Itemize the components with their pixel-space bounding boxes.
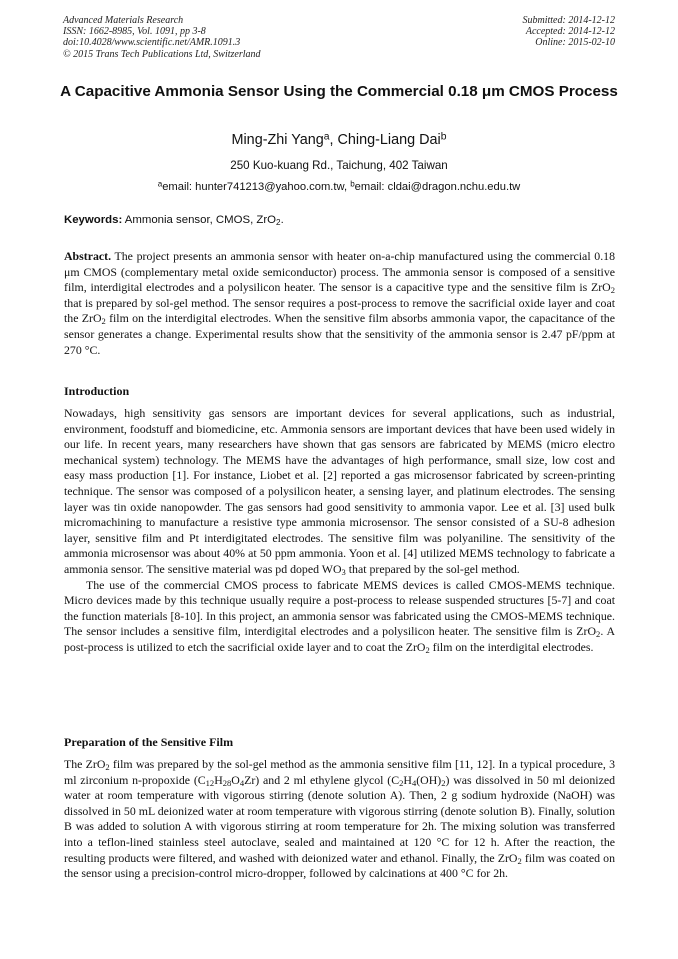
submitted-date: Submitted: 2014-12-12 <box>522 15 615 26</box>
text-run: that is prepared by sol-gel method. The sensor requires a post-process to remove the sacrificial oxide layer and coat the ZrO <box>64 295 615 326</box>
email-mark: a <box>157 179 163 189</box>
subscript: 3 <box>341 566 346 577</box>
accepted-date: Accepted: 2014-12-12 <box>525 26 615 38</box>
subscript: 4 <box>239 777 245 788</box>
paragraph <box>64 406 615 578</box>
journal-copyright: © 2015 Trans Tech Publications Ltd, Switzerland <box>63 48 261 60</box>
author-separator: , <box>329 132 338 148</box>
subscript: 4 <box>411 777 417 788</box>
abstract <box>64 249 615 358</box>
affiliation: 250 Kuo-kuang Rd., Taichung, 402 Taiwan <box>230 159 448 172</box>
author-affil-mark: b <box>440 131 447 143</box>
abstract-label: Abstract. <box>64 249 112 263</box>
subscript: 2 <box>517 855 522 866</box>
paragraph <box>64 578 615 656</box>
paper-title: A Capacitive Ammonia Sensor Using the Commercial 0.18 μm CMOS Process <box>60 83 618 100</box>
author-name: Ming-Zhi Yang <box>231 132 324 148</box>
subscript: 2 <box>441 777 446 788</box>
subscript: 2 <box>610 285 615 296</box>
email-link[interactable]: email: cldai@dragon.nchu.edu.tw <box>354 181 521 193</box>
keywords-text: Ammonia sensor, CMOS, ZrO <box>122 214 277 226</box>
text-run: film on the interdigital electrodes. When the sensitive film absorbs ammonia vapor, the capacitance of the sensor generates a change. Experimental results show that the sensitivity of the ammonia sensor is 2.47 pF/ppm at 270 °C. <box>64 311 615 357</box>
text-run: film was coated on the sensor using a precision-control micro-dropper, followed by calcinations at 400 °C for 2h. <box>64 850 615 881</box>
author-emails <box>60 181 618 193</box>
author-list <box>60 132 618 148</box>
text-run: that prepared by the sol-gel method. <box>345 561 520 576</box>
text-run: The use of the commercial CMOS process to fabricate MEMS devices is called CMOS-MEMS technique. Micro devices made by this technique usually require a post-process to release suspended structures [5-7] and coat the function materials [8-10]. In this project, an ammonia sensor was fabricated using the CMOS-MEMS technique. The sensor includes a sensitive film, interdigital electrodes and a polysilicon heater. The sensitive film is ZrO <box>64 577 615 639</box>
paragraph <box>64 757 615 882</box>
text-run: . A post-process is utilized to etch the sacrificial oxide layer and to coat the ZrO <box>64 624 616 654</box>
text-run: film on the interdigital electrodes. <box>429 639 594 654</box>
author-affil-mark: a <box>323 131 330 143</box>
journal-doi: doi:10.4028/www.scientific.net/AMR.1091.3 <box>63 37 241 49</box>
email-link[interactable]: email: hunter741213@yahoo.com.tw, <box>162 181 351 193</box>
keywords-end: . <box>280 214 284 226</box>
keywords <box>64 214 616 226</box>
section-heading-preparation: Preparation of the Sensitive Film <box>64 735 234 749</box>
subscript: 2 <box>425 644 430 655</box>
text-run: Nowadays, high sensitivity gas sensors are important devices for several applications, such as industrial, environment, foodstuff and biomedicine, etc. Ammonia sensors are important devices that have been used widely in our life. In recent years, many researchers have shown that gas sensors are fabricated by MEMS (micro electro mechanical system) technology. The MEMS have the advantages of high performance, small size, low cost and easy mass production [1]. For instance, Liobet et al. [2] reported a gas microsensor fabricated by screen-printing technique. The sensor was composed of a polysilicon heater, a sensing layer, and platinum electrodes. The sensing layer was tin oxide nanopowder. The gas sensors had good sensitivity to ammonia vapor. Lee et al. [3] used bulk micromachining to manufacture a resistive type ammonia microsensor. The sensor consisted of a SU-8 adhesion layer, sensitive film and Pt interdigitated electrodes. The sensitive film was polyaniline. The sensitivity of the ammonia microsensor was about 40% at 50 ppm ammonia. Yoon et al. [4] utilized MEMS technology to fabricate a ammonia sensor. The sensitive material was pd doped WO <box>64 406 615 576</box>
section-heading-introduction: Introduction <box>64 384 130 398</box>
preparation-body <box>64 757 615 882</box>
subscript: 2 <box>105 761 110 772</box>
text-run: H <box>214 772 223 787</box>
email-mark: b <box>350 179 355 189</box>
abstract-paragraph <box>64 249 615 358</box>
journal-issn: ISSN: 1662-8985, Vol. 1091, pp 3-8 <box>63 26 206 38</box>
text-run: (OH) <box>416 772 442 787</box>
introduction-body <box>64 406 615 656</box>
subscript: 2 <box>101 316 106 327</box>
author-name: Ching-Liang Dai <box>337 132 441 148</box>
text-run: film was prepared by the sol-gel method as the ammonia sensitive film [11, 12]. In a typical procedure, 3 ml zirconium n-propoxide (C <box>64 757 615 787</box>
online-date: Online: 2015-02-10 <box>535 37 615 49</box>
subscript: 2 <box>596 629 601 640</box>
subscript: 2 <box>399 777 404 788</box>
subscript: 12 <box>205 777 215 788</box>
text-run: ) was dissolved in 50 ml deionized water at room temperature with vigorous stirring (denote solution A). Then, 2 g sodium hydroxide (NaOH) was dissolved in 50 mL deionized water at room temperature with vigorous stirring (denote solution B). Finally, solution B was added to solution A with vigorous stirring at room temperature for 2h. The mixing solution was transferred into a teflon-lined stainless steel autoclave, sealed and maintained at 120 °C for 12 h. After the reaction, the resulting products were filtered, and washed with deionized water and ethanol. Finally, the ZrO <box>64 772 615 865</box>
submission-dates <box>523 15 616 49</box>
journal-name: Advanced Materials Research <box>63 15 184 26</box>
text-run: O <box>231 772 240 787</box>
text-run: The ZrO <box>64 757 106 771</box>
subscript: 2 <box>276 217 281 227</box>
keywords-label: Keywords: <box>64 214 123 226</box>
text-run: The project presents an ammonia sensor with heater on-a-chip manufactured using the commercial 0.18 μm CMOS (complementary metal oxide semiconductor) process. The ammonia sensor is composed of a sensitive film, interdigital electrodes and a polysilicon heater. The sensor is a capacitive type and the sensitive film is ZrO <box>64 249 615 295</box>
subscript: 28 <box>222 777 232 788</box>
text-run: H <box>403 772 412 787</box>
text-run: Zr) and 2 ml ethylene glycol (C <box>244 772 400 787</box>
journal-info <box>63 15 261 60</box>
